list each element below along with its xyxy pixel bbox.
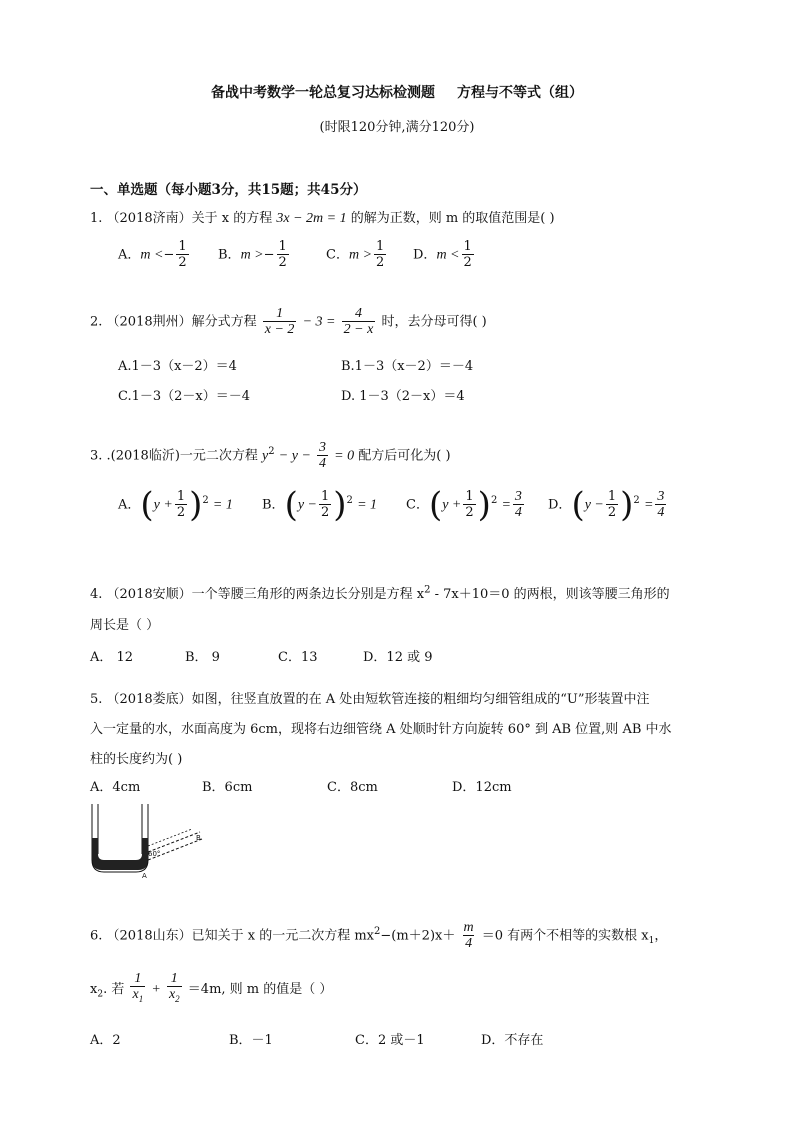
question-6: 6. （2018山东）已知关于 x 的一元二次方程 $mx^2-(m+2)x+$ $\frac{m}{4}$ ＝0 有两个不相等的实数根 $x_1$， [90, 920, 668, 951]
section-heading: 一、单选题（每小题3分，共15题；共45分） [90, 182, 367, 198]
question-1: 1. （2018济南）关于 x 的方程 3x − 2m = 1 的解为正数，则 m 的取值范围是( ) [90, 211, 555, 226]
q1-option-b[interactable]: B．m >− $\frac{1}{2}$ [218, 239, 287, 270]
q4-option-d[interactable]: D．12 或 9 [363, 650, 433, 665]
title-main: 备战中考数学一轮总复习达标检测题 [211, 85, 435, 101]
page-title [0, 82, 794, 102]
page-subtitle: (时限120分钟,满分120分) [319, 120, 475, 135]
question-6-line-2: $x_2$. 若 $\frac{1}{x_1}$ + $\frac{1}{x_2}$ ＝4m, 则 m 的值是（ ） [90, 972, 332, 1007]
q5-option-b[interactable]: B．6cm [202, 780, 253, 795]
q2-option-a[interactable]: A.1－3（x－2）＝4 [118, 359, 237, 374]
point-a-label: A [142, 872, 147, 880]
q1-option-a[interactable]: A．m <− $\frac{1}{2}$ [118, 239, 187, 270]
q5-option-a[interactable]: A．4cm [90, 780, 141, 795]
question-4: 4. （2018安顺）一个等腰三角形的两条边长分别是方程 $x^2 - 7x+10=0$ 的两根，则该等腰三角形的 [90, 584, 670, 602]
q1-option-c[interactable]: C．m > $\frac{1}{2}$ [326, 239, 385, 270]
q1-option-d[interactable]: D．m < $\frac{1}{2}$ [413, 239, 472, 270]
q2-option-c[interactable]: C.1－3（2－x）＝－4 [118, 389, 251, 404]
q3-option-c[interactable]: C．(y + $\frac{1}{2}$ )$^2$ = $\frac{3}{4}$ [406, 485, 522, 525]
question-4-line-2: 周长是（ ） [90, 618, 160, 633]
q3-option-a[interactable]: A．(y + $\frac{1}{2}$ )$^2$ = 1 [118, 485, 233, 525]
q2-option-d[interactable]: D. 1－3（2－x）＝4 [341, 389, 465, 404]
q1-equation: 3x − 2m = 1 [276, 211, 347, 226]
q2-option-b[interactable]: B.1－3（x－2）＝－4 [341, 359, 474, 374]
q6-option-d[interactable]: D．不存在 [481, 1033, 544, 1048]
q4-option-c[interactable]: C．13 [278, 650, 318, 665]
u-tube-figure [88, 802, 218, 880]
q6-option-a[interactable]: A．2 [90, 1033, 121, 1048]
title-topic: 方程与不等式（组） [457, 85, 583, 101]
question-5: 5. （2018娄底）如图，往竖直放置的在 A 处由短软管连接的粗细均匀细管组成的“U”形装置中注 [90, 692, 650, 707]
point-b-label: B [196, 834, 201, 842]
question-3: 3. .(2018临沂)一元二次方程 $y^2 - y$ − $\frac{3}{4}$ = 0 配方后可化为( ) [90, 440, 451, 471]
q5-option-d[interactable]: D．12cm [452, 780, 512, 795]
angle-label: 60° [148, 850, 161, 858]
q3-option-b[interactable]: B．(y − $\frac{1}{2}$ )$^2$ = 1 [262, 485, 378, 525]
q6-option-c[interactable]: C．2 或－1 [355, 1033, 425, 1048]
q4-option-a[interactable]: A． 12 [90, 650, 134, 665]
q3-option-d[interactable]: D．(y − $\frac{1}{2}$ )$^2$ = $\frac{3}{4}$ [548, 485, 665, 525]
q5-option-c[interactable]: C．8cm [327, 780, 378, 795]
question-2: 2. （2018荆州）解分式方程 $\frac{1}{x - 2}$ − 3 = $\frac{4}{2 - x}$ 时，去分母可得( ) [90, 306, 487, 337]
question-5-line-3: 柱的长度约为( ) [90, 752, 183, 767]
q6-option-b[interactable]: B．－1 [229, 1033, 273, 1048]
question-5-line-2: 入一定量的水，水面高度为 6cm，现将右边细管绕 A 处顺时针方向旋转 60° 到 AB 位置,则 AB 中水 [90, 722, 672, 737]
q4-option-b[interactable]: B． 9 [185, 650, 220, 665]
